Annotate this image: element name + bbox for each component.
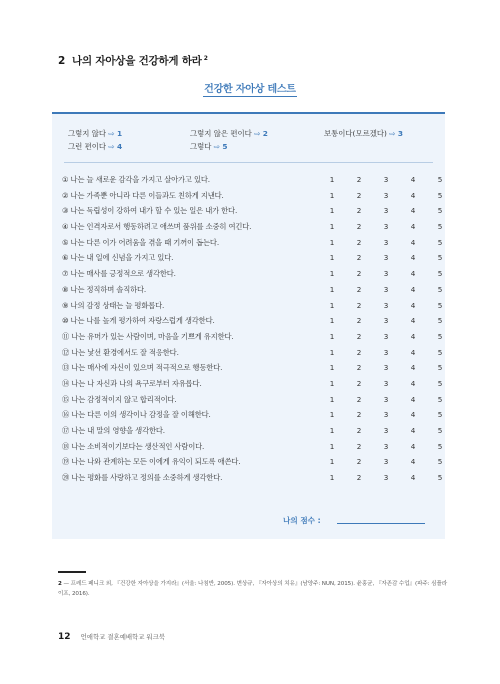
test-item-row xyxy=(62,345,443,361)
score-option-1[interactable]: 1 xyxy=(329,457,335,467)
score-option-5[interactable]: 5 xyxy=(437,206,443,216)
test-item-row xyxy=(62,392,443,408)
test-item-row xyxy=(62,313,443,329)
legend-label: 그렇다 xyxy=(190,142,212,151)
score-option-2[interactable]: 2 xyxy=(356,457,362,467)
score-option-1[interactable]: 1 xyxy=(329,410,335,420)
score-option-5[interactable]: 5 xyxy=(437,394,443,404)
score-option-3[interactable]: 3 xyxy=(383,300,389,310)
score-option-5[interactable]: 5 xyxy=(437,363,443,373)
score-option-2[interactable]: 2 xyxy=(356,331,362,341)
page-number: 12 xyxy=(58,632,71,642)
test-item-row xyxy=(62,203,443,219)
score-option-2[interactable]: 2 xyxy=(356,269,362,279)
legend-score: 3 xyxy=(397,129,403,138)
my-score-label: 나의 점수 : xyxy=(283,516,321,525)
score-option-1[interactable]: 1 xyxy=(329,237,335,247)
arrow-icon: ⇨ xyxy=(108,142,115,151)
score-option-2[interactable]: 2 xyxy=(356,363,362,373)
test-item-row xyxy=(62,329,443,345)
score-option-1[interactable]: 1 xyxy=(329,316,335,326)
score-option-2[interactable]: 2 xyxy=(356,394,362,404)
item-text: ⑧ 나는 정직하며 솔직하다. xyxy=(62,284,147,294)
score-option-2[interactable]: 2 xyxy=(356,175,362,184)
score-option-3[interactable]: 3 xyxy=(383,410,389,420)
test-item-row xyxy=(62,360,443,376)
score-option-3[interactable]: 3 xyxy=(383,175,389,184)
score-option-3[interactable]: 3 xyxy=(383,457,389,467)
page-footer xyxy=(58,624,165,643)
score-option-3[interactable]: 3 xyxy=(383,222,389,232)
score-option-3[interactable]: 3 xyxy=(383,473,389,483)
test-item-row xyxy=(62,266,443,282)
legend-label: 그렇지 않다 xyxy=(68,129,107,138)
score-option-4[interactable]: 4 xyxy=(410,253,416,263)
test-box xyxy=(52,112,445,539)
score-option-2[interactable]: 2 xyxy=(356,410,362,420)
score-option-1[interactable]: 1 xyxy=(329,190,335,200)
item-text: ③ 나는 독립성이 강하여 내가 할 수 있는 일은 내가 한다. xyxy=(62,206,238,216)
score-option-4[interactable]: 4 xyxy=(410,237,416,247)
score-option-4[interactable]: 4 xyxy=(410,410,416,420)
score-option-2[interactable]: 2 xyxy=(356,253,362,263)
item-text: ⑳ 나는 평화를 사랑하고 정의를 소중하게 생각한다. xyxy=(62,473,223,483)
item-text: ⑤ 나는 다른 이가 어려움을 겪을 때 기꺼이 돕는다. xyxy=(62,237,219,247)
section-title xyxy=(58,53,208,68)
score-option-3[interactable]: 3 xyxy=(383,378,389,388)
legend-item xyxy=(324,127,403,140)
item-text: ② 나는 가족뿐 아니라 다른 이들과도 친하게 지낸다. xyxy=(62,190,224,200)
score-option-1[interactable]: 1 xyxy=(329,222,335,232)
item-text: ① 나는 늘 새로운 감각을 가지고 살아가고 있다. xyxy=(62,175,210,184)
score-option-5[interactable]: 5 xyxy=(437,457,443,467)
score-option-2[interactable]: 2 xyxy=(356,237,362,247)
score-option-3[interactable]: 3 xyxy=(383,331,389,341)
score-option-3[interactable]: 3 xyxy=(383,426,389,435)
score-option-4[interactable]: 4 xyxy=(410,190,416,200)
score-option-2[interactable]: 2 xyxy=(356,206,362,216)
score-option-5[interactable]: 5 xyxy=(437,175,443,184)
legend-divider xyxy=(64,162,433,163)
my-score-blank[interactable] xyxy=(337,523,425,524)
score-option-1[interactable]: 1 xyxy=(329,253,335,263)
footnote-ref: 2 xyxy=(203,54,208,62)
score-option-5[interactable]: 5 xyxy=(437,284,443,294)
item-text: ④ 나는 인격자로서 행동하려고 애쓰며 품위를 소중히 여긴다. xyxy=(62,222,252,232)
score-option-3[interactable]: 3 xyxy=(383,441,389,451)
arrow-icon: ⇨ xyxy=(108,129,115,138)
score-option-1[interactable]: 1 xyxy=(329,473,335,483)
item-text: ⑯ 나는 다른 이의 생각이나 감정을 잘 이해한다. xyxy=(62,410,211,420)
book-title: 언애학교 결혼예배학교 워크북 xyxy=(80,633,165,641)
score-option-3[interactable]: 3 xyxy=(383,253,389,263)
item-text: ⑰ 나는 내 말의 영향을 생각한다. xyxy=(62,426,165,435)
test-item-row xyxy=(62,470,443,486)
score-option-5[interactable]: 5 xyxy=(437,378,443,388)
score-option-3[interactable]: 3 xyxy=(383,394,389,404)
legend-score: 5 xyxy=(222,142,228,151)
legend-item xyxy=(190,140,228,153)
test-item-row xyxy=(62,376,443,392)
score-option-5[interactable]: 5 xyxy=(437,300,443,310)
score-option-3[interactable]: 3 xyxy=(383,284,389,294)
score-option-4[interactable]: 4 xyxy=(410,331,416,341)
footnote xyxy=(58,579,448,599)
test-item-row xyxy=(62,282,443,298)
score-option-5[interactable]: 5 xyxy=(437,316,443,326)
score-option-4[interactable]: 4 xyxy=(410,347,416,357)
score-option-4[interactable]: 4 xyxy=(410,394,416,404)
score-option-1[interactable]: 1 xyxy=(329,378,335,388)
legend-score: 4 xyxy=(116,142,123,151)
score-option-4[interactable]: 4 xyxy=(410,284,416,294)
test-item-row xyxy=(62,439,443,455)
score-option-5[interactable]: 5 xyxy=(437,190,443,200)
score-option-2[interactable]: 2 xyxy=(356,426,362,435)
legend-item xyxy=(190,127,268,140)
score-option-2[interactable]: 2 xyxy=(356,300,362,310)
item-text: ⑩ 나는 나를 높게 평가하여 자랑스럽게 생각한다. xyxy=(62,316,215,326)
test-item-row xyxy=(62,188,443,204)
item-text: ⑮ 나는 감정적이지 않고 합리적이다. xyxy=(62,394,177,404)
score-option-5[interactable]: 5 xyxy=(437,441,443,451)
legend-score: 1 xyxy=(116,129,123,138)
score-option-1[interactable]: 1 xyxy=(329,206,335,216)
score-option-2[interactable]: 2 xyxy=(356,222,362,232)
score-option-5[interactable]: 5 xyxy=(437,426,443,435)
score-option-4[interactable]: 4 xyxy=(410,300,416,310)
test-item-row xyxy=(62,454,443,470)
score-option-4[interactable]: 4 xyxy=(410,473,416,483)
score-option-4[interactable]: 4 xyxy=(410,206,416,216)
score-option-5[interactable]: 5 xyxy=(437,253,443,263)
score-option-4[interactable]: 4 xyxy=(410,175,416,184)
score-option-1[interactable]: 1 xyxy=(329,284,335,294)
score-option-4[interactable]: 4 xyxy=(410,457,416,467)
test-item-row xyxy=(62,423,443,439)
footnote-rule xyxy=(58,571,86,573)
test-items xyxy=(62,172,443,486)
test-item-row xyxy=(62,298,443,314)
score-option-5[interactable]: 5 xyxy=(437,410,443,420)
score-option-4[interactable]: 4 xyxy=(410,316,416,326)
score-option-3[interactable]: 3 xyxy=(383,190,389,200)
test-item-row xyxy=(62,407,443,423)
test-title-underline xyxy=(203,96,297,97)
score-option-5[interactable]: 5 xyxy=(437,222,443,232)
test-item-row xyxy=(62,172,443,188)
arrow-icon: ⇨ xyxy=(254,129,261,138)
score-option-2[interactable]: 2 xyxy=(356,190,362,200)
score-option-3[interactable]: 3 xyxy=(383,316,389,326)
score-option-4[interactable]: 4 xyxy=(410,378,416,388)
score-option-2[interactable]: 2 xyxy=(356,316,362,326)
score-option-1[interactable]: 1 xyxy=(329,300,335,310)
section-number: 2 xyxy=(58,55,66,67)
score-option-1[interactable]: 1 xyxy=(329,441,335,451)
arrow-icon: ⇨ xyxy=(213,142,220,151)
item-text: ⑲ 나는 나와 관계하는 모든 이에게 유익이 되도록 애쓴다. xyxy=(62,457,241,467)
score-option-5[interactable]: 5 xyxy=(437,473,443,483)
item-text: ⑨ 나의 감정 상태는 늘 평화롭다. xyxy=(62,300,165,310)
item-text: ⑫ 나는 낯선 환경에서도 잘 적응한다. xyxy=(62,347,179,357)
legend-score: 2 xyxy=(262,129,268,138)
legend-label: 그렇지 않은 편이다 xyxy=(190,129,252,138)
test-item-row xyxy=(62,235,443,251)
score-option-4[interactable]: 4 xyxy=(410,269,416,279)
score-option-3[interactable]: 3 xyxy=(383,363,389,373)
score-option-5[interactable]: 5 xyxy=(437,331,443,341)
score-option-2[interactable]: 2 xyxy=(356,441,362,451)
item-text: ⑬ 나는 매사에 자신이 있으며 적극적으로 행동한다. xyxy=(62,363,223,373)
score-option-5[interactable]: 5 xyxy=(437,237,443,247)
score-option-1[interactable]: 1 xyxy=(329,331,335,341)
score-option-2[interactable]: 2 xyxy=(356,347,362,357)
item-text: ⑥ 나는 내 일에 신념을 가지고 있다. xyxy=(62,253,174,263)
score-option-1[interactable]: 1 xyxy=(329,363,335,373)
score-option-5[interactable]: 5 xyxy=(437,269,443,279)
footnote-text: — 프레드 페니크 외, 『건강한 자아상을 가지라』(서울: 나침반, 2005). 변상규, 『자아상의 치유』(남양주: NUN, 2015). 윤홍균, 『자존감 수업』(파주: 심플라이프, 2016). xyxy=(58,581,448,597)
score-option-4[interactable]: 4 xyxy=(410,426,416,435)
score-option-3[interactable]: 3 xyxy=(383,269,389,279)
score-option-3[interactable]: 3 xyxy=(383,206,389,216)
item-text: ⑦ 나는 매사를 긍정적으로 생각한다. xyxy=(62,269,176,279)
item-text: ⑱ 나는 소비적이기보다는 생산적인 사람이다. xyxy=(62,441,205,451)
score-option-5[interactable]: 5 xyxy=(437,347,443,357)
score-option-1[interactable]: 1 xyxy=(329,269,335,279)
legend-label: 그런 편이다 xyxy=(68,142,107,151)
score-option-3[interactable]: 3 xyxy=(383,347,389,357)
score-option-2[interactable]: 2 xyxy=(356,473,362,483)
test-title: 건강한 자아상 테스트 xyxy=(204,84,296,95)
legend-item xyxy=(68,127,122,140)
score-option-4[interactable]: 4 xyxy=(410,441,416,451)
item-text: ⑪ 나는 유머가 있는 사람이며, 마음을 기쁘게 유지한다. xyxy=(62,331,234,341)
score-option-1[interactable]: 1 xyxy=(329,347,335,357)
score-option-1[interactable]: 1 xyxy=(329,175,335,184)
test-item-row xyxy=(62,219,443,235)
score-option-4[interactable]: 4 xyxy=(410,222,416,232)
score-option-3[interactable]: 3 xyxy=(383,237,389,247)
test-item-row xyxy=(62,250,443,266)
section-title-text: 나의 자아상을 건강하게 하라 xyxy=(72,55,202,67)
legend-label: 보통이다(모르겠다) xyxy=(324,129,387,138)
score-option-2[interactable]: 2 xyxy=(356,284,362,294)
legend-item xyxy=(68,140,122,153)
score-option-2[interactable]: 2 xyxy=(356,378,362,388)
footnote-number: 2 xyxy=(58,581,62,587)
arrow-icon: ⇨ xyxy=(389,129,396,138)
item-text: ⑭ 나는 나 자신과 나의 욕구로부터 자유롭다. xyxy=(62,378,202,388)
score-option-4[interactable]: 4 xyxy=(410,363,416,373)
score-option-1[interactable]: 1 xyxy=(329,426,335,435)
score-option-1[interactable]: 1 xyxy=(329,394,335,404)
